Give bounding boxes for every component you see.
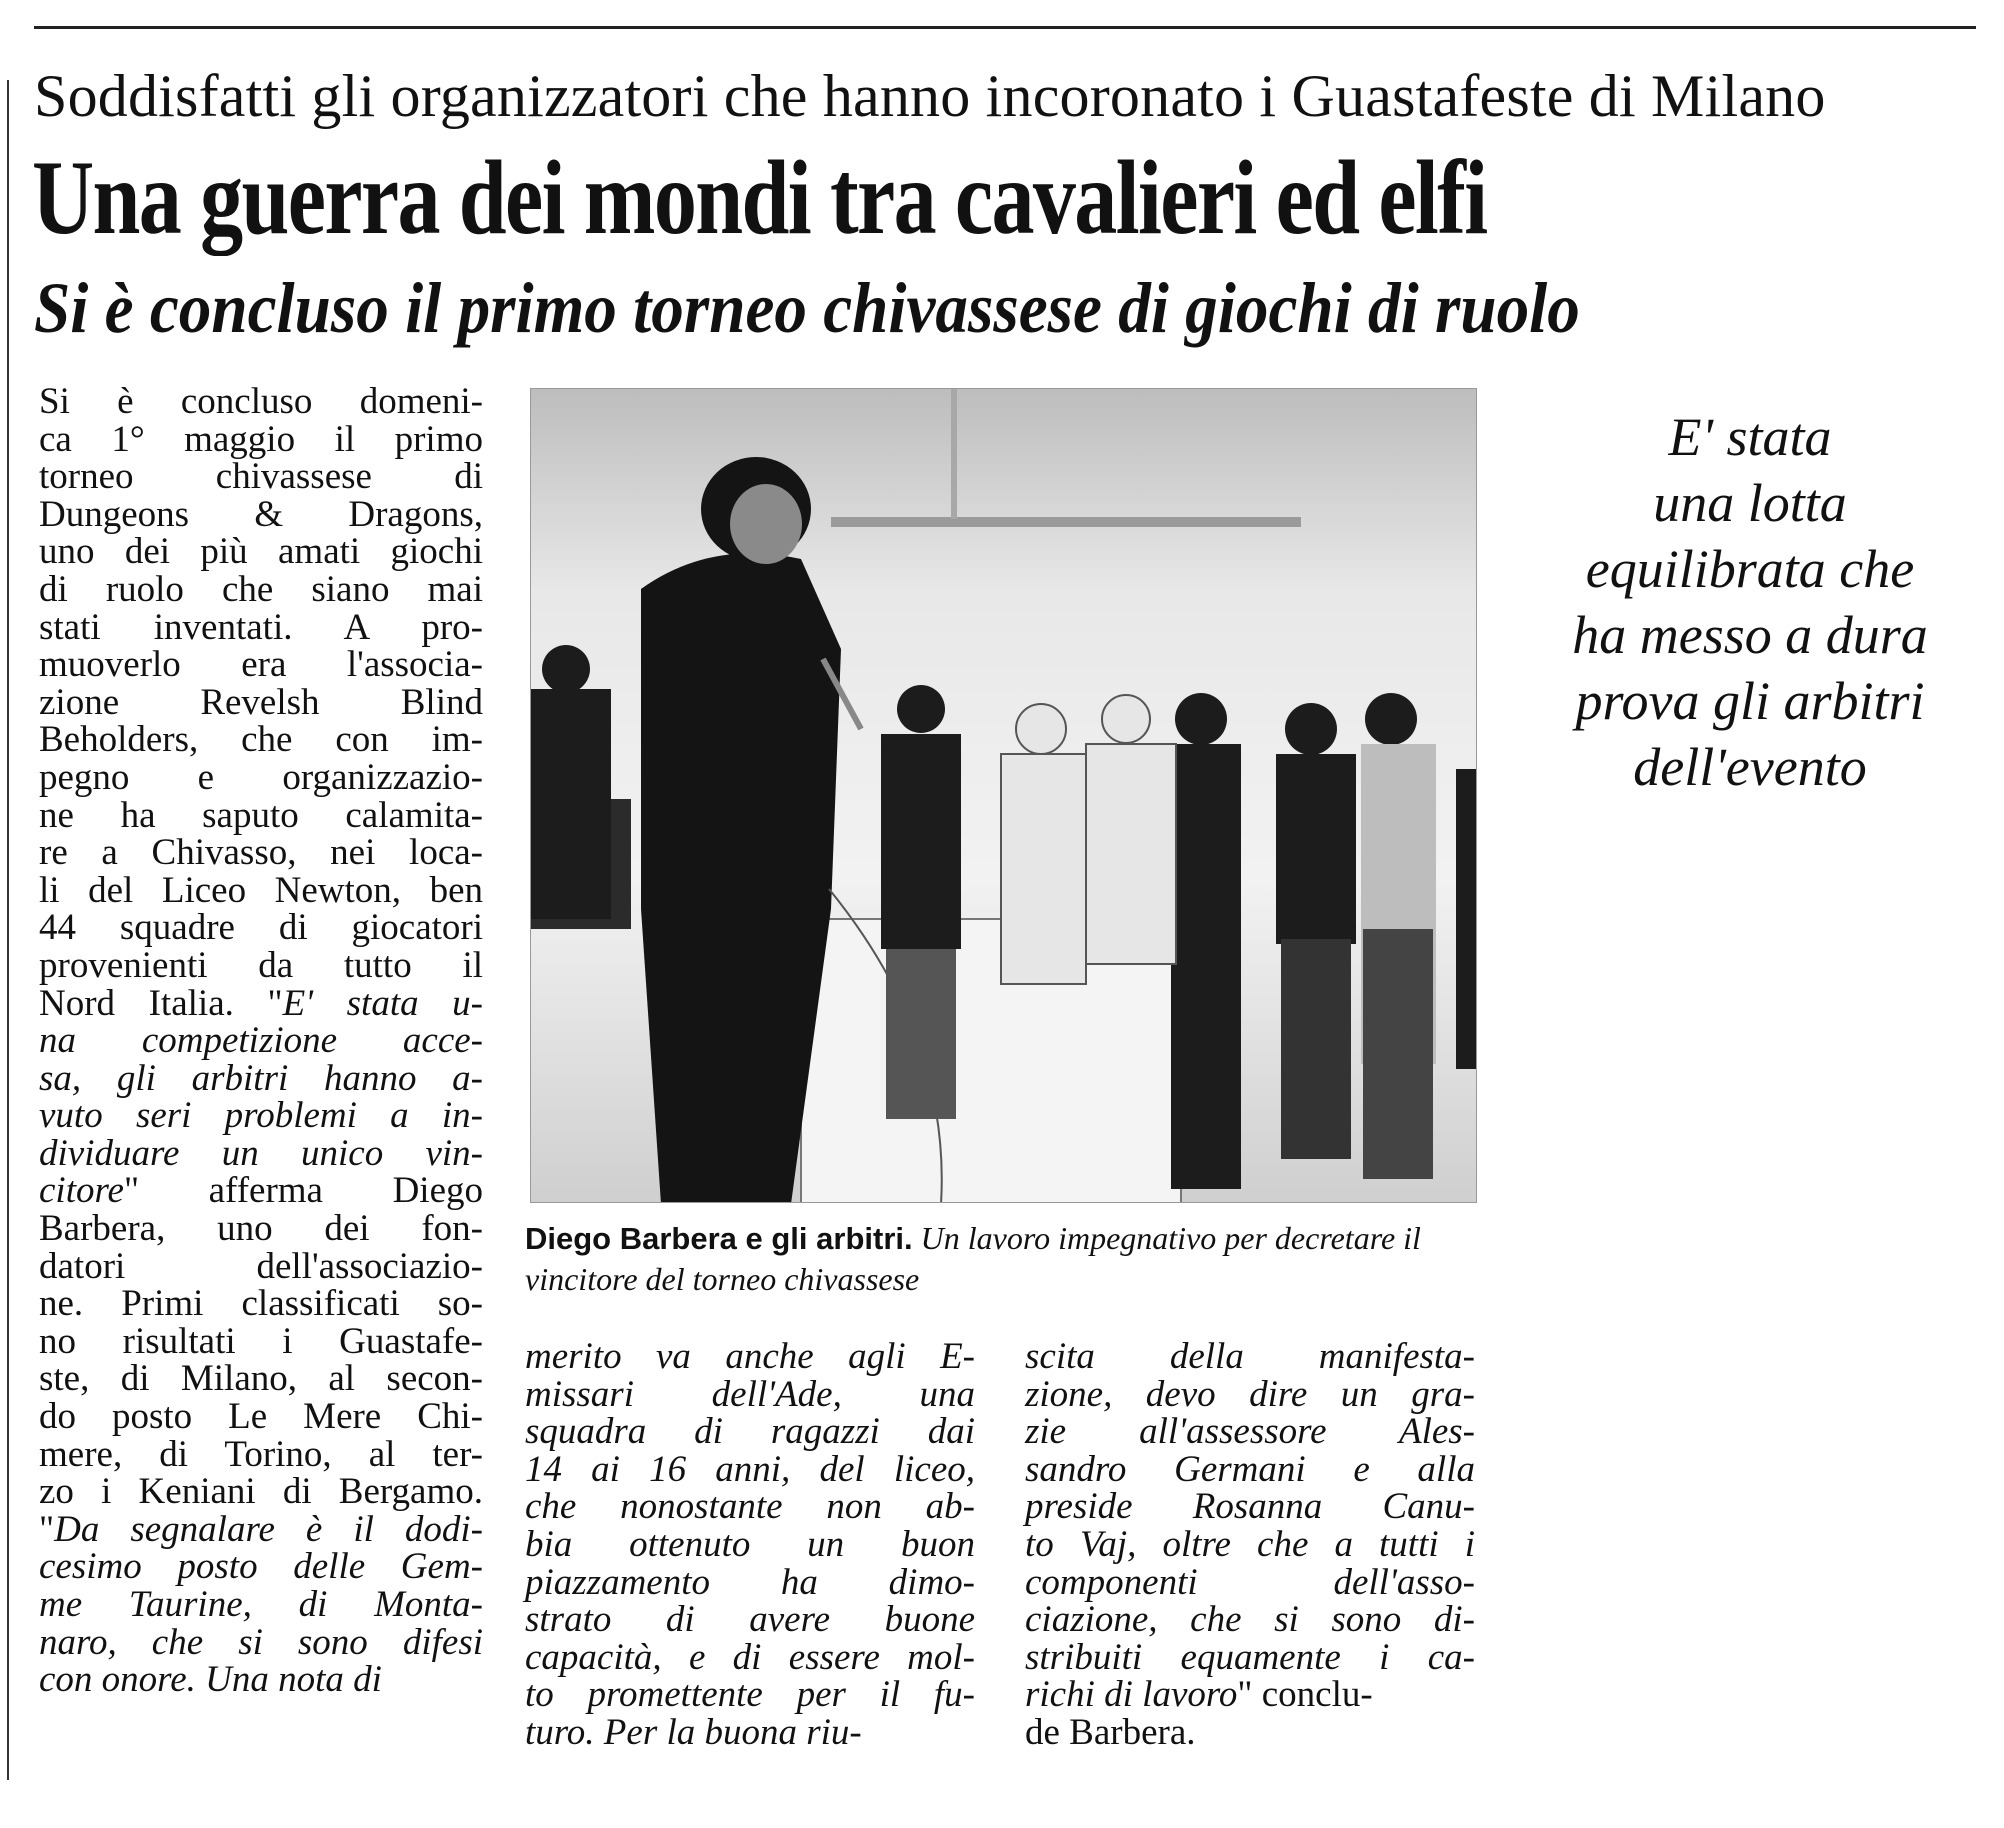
pull-quote-line: prova gli arbitri	[1575, 671, 1925, 731]
body-line: capacità, e di essere mol-	[525, 1636, 975, 1678]
line-text: li del Liceo Newton, ben	[39, 869, 483, 911]
body-line: squadra di ragazzi dai	[525, 1411, 975, 1453]
body-line: strato di avere buone	[525, 1599, 975, 1641]
line-quote: scita della manifesta-	[1025, 1336, 1475, 1377]
line-text: stati inventati. A pro-	[39, 606, 483, 648]
body-line: missari dell'Ade, una	[525, 1373, 975, 1415]
line-text: na competizione acce-	[39, 1020, 483, 1062]
line-text: datori dell'associazio-	[39, 1245, 483, 1287]
body-line	[39, 681, 483, 723]
line-text: no risultati i Guastafe-	[39, 1320, 483, 1362]
body-line	[39, 869, 483, 911]
line-text: " afferma Diego	[123, 1170, 483, 1212]
body-line	[39, 458, 483, 496]
body-line	[1025, 1561, 1475, 1603]
line-text: re a Chivasso, nei loca-	[39, 832, 483, 874]
subhead: Si è concluso il primo torneo chivassese di giochi di ruolo	[34, 268, 1580, 348]
body-line	[1025, 1636, 1475, 1678]
line-quote: citore	[39, 1170, 124, 1212]
line-text: ste, di Milano, al secon-	[39, 1358, 483, 1400]
body-line	[39, 909, 483, 947]
line-text: muoverlo era l'associa-	[39, 644, 483, 686]
line-text: Dungeons & Dragons,	[39, 493, 483, 535]
body-line: turo. Per la buona riu-	[525, 1711, 862, 1753]
body-line	[39, 982, 484, 1024]
line-quote: preside Rosanna Canu-	[1025, 1486, 1475, 1528]
body-line	[1025, 1373, 1475, 1415]
pull-quote-line: E' stata	[1668, 407, 1832, 467]
body-line	[39, 1360, 483, 1398]
body-line	[39, 1586, 483, 1624]
body-line	[39, 1473, 483, 1511]
body-line	[39, 1172, 483, 1210]
body-line	[39, 1548, 483, 1586]
line-text: ne ha saputo calamita-	[39, 794, 483, 836]
line-text: Nord Italia. "	[39, 982, 283, 1024]
caption-italic: Un lavoro impegnativo per decretare il vincitore del torneo chivassese	[525, 1220, 1421, 1297]
line-text: di ruolo che siano mai	[39, 568, 483, 610]
line-text: dividuare un unico vin-	[39, 1132, 483, 1174]
line-text: me Taurine, di Monta-	[39, 1584, 483, 1625]
body-line	[1025, 1413, 1475, 1451]
line-text: " conclu-	[1237, 1674, 1373, 1716]
body-line: piazzamento ha dimo-	[525, 1561, 975, 1603]
body-line: to promettente per il fu-	[525, 1674, 975, 1716]
body-column-2	[525, 1338, 975, 1752]
body-line	[39, 418, 483, 460]
body-line	[1025, 1676, 1475, 1714]
line-quote: ciazione, che si sono di-	[1025, 1599, 1475, 1641]
line-text: Si è concluso domeni-	[39, 381, 483, 422]
body-line	[39, 944, 483, 986]
body-line	[39, 1621, 483, 1663]
body-line	[39, 1057, 483, 1099]
line-text: cesimo posto delle Gem-	[39, 1546, 483, 1588]
body-line	[39, 1022, 483, 1060]
line-text: do posto Le Mere Chi-	[39, 1396, 483, 1438]
kicker: Soddisfatti gli organizzatori che hanno incoronato i Guastafeste di Milano	[34, 63, 1826, 129]
line-quote: Da segnalare è il dodi-	[54, 1508, 483, 1550]
line-text: de Barbera.	[1025, 1711, 1196, 1753]
body-line	[39, 568, 483, 610]
line-quote: richi di lavoro	[1025, 1674, 1238, 1716]
pull-quote-line: dell'evento	[1633, 737, 1867, 797]
body-column-3	[1025, 1338, 1475, 1752]
body-line	[39, 1508, 483, 1550]
line-text: zione Revelsh Blind	[39, 681, 483, 723]
line-quote: to Vaj, oltre che a tutti i	[1025, 1523, 1475, 1565]
body-line	[1025, 1448, 1475, 1490]
body-line: 14 ai 16 anni, del liceo,	[525, 1448, 975, 1490]
body-line	[1025, 1523, 1475, 1565]
line-quote: zie all'assessore Ales-	[1025, 1411, 1475, 1453]
headline: Una guerra dei mondi tra cavalieri ed elfi	[32, 139, 1487, 256]
body-line	[39, 1210, 483, 1248]
body-line	[39, 1398, 483, 1436]
line-text: "	[39, 1508, 55, 1550]
line-text: torneo chivassese di	[39, 456, 483, 498]
line-text: pegno e organizzazio-	[39, 756, 483, 798]
body-line	[39, 383, 483, 421]
pull-quote-line: ha messo a dura	[1572, 605, 1928, 665]
body-line	[39, 721, 483, 759]
body-line	[39, 1245, 483, 1287]
line-text: ca 1° maggio il primo	[39, 418, 483, 460]
body-line	[39, 533, 483, 571]
body-line	[39, 794, 483, 836]
column-rule	[7, 80, 9, 1780]
pull-quote-line: equilibrata che	[1585, 539, 1915, 599]
line-quote: componenti dell'asso-	[1025, 1561, 1475, 1603]
pull-quote-line: una lotta	[1653, 473, 1847, 533]
line-quote: stribuiti equamente i ca-	[1025, 1636, 1475, 1678]
photo-caption	[525, 1218, 1525, 1299]
line-text: zo i Keniani di Bergamo.	[39, 1471, 483, 1513]
line-quote: E' stata u-	[282, 982, 484, 1024]
line-text: con onore. Una nota di	[39, 1659, 382, 1701]
line-text: mere, di Torino, al ter-	[39, 1433, 483, 1475]
line-text: uno dei più amati giochi	[39, 531, 483, 573]
body-line	[39, 1097, 483, 1135]
body-line: merito va anche agli E-	[525, 1336, 975, 1377]
body-line	[39, 646, 483, 684]
line-text: vuto seri problemi a in-	[39, 1095, 483, 1137]
body-line	[39, 493, 483, 535]
body-line: bia ottenuto un buon	[525, 1523, 975, 1565]
body-line	[39, 834, 483, 872]
line-text: naro, che si sono difesi	[39, 1621, 483, 1663]
body-line	[1025, 1601, 1475, 1639]
body-line	[39, 1285, 483, 1323]
body-column-1	[39, 383, 483, 1699]
body-line: che nonostante non ab-	[525, 1486, 975, 1528]
body-line	[39, 1661, 483, 1699]
body-line	[1025, 1488, 1475, 1526]
line-text: sa, gli arbitri hanno a-	[39, 1057, 483, 1099]
body-line	[1025, 1338, 1475, 1376]
photo-illustration	[531, 389, 1477, 1203]
line-text: 44 squadre di giocatori	[39, 907, 483, 949]
body-line	[39, 1132, 483, 1174]
line-text: provenienti da tutto il	[39, 944, 483, 986]
line-text: ne. Primi classificati so-	[39, 1283, 483, 1325]
body-line	[1025, 1711, 1475, 1753]
line-text: Barbera, uno dei fon-	[39, 1208, 483, 1250]
caption-bold: Diego Barbera e gli arbitri.	[525, 1221, 913, 1256]
top-rule	[34, 26, 1976, 29]
body-line	[39, 1433, 483, 1475]
pull-quote	[1500, 404, 2000, 800]
body-line	[39, 1320, 483, 1362]
line-text: Beholders, che con im-	[39, 719, 483, 761]
line-quote: zione, devo dire un gra-	[1025, 1373, 1475, 1415]
body-line	[39, 756, 483, 798]
article-photo	[530, 388, 1477, 1203]
body-line	[39, 606, 483, 648]
line-quote: sandro Germani e alla	[1025, 1448, 1475, 1490]
